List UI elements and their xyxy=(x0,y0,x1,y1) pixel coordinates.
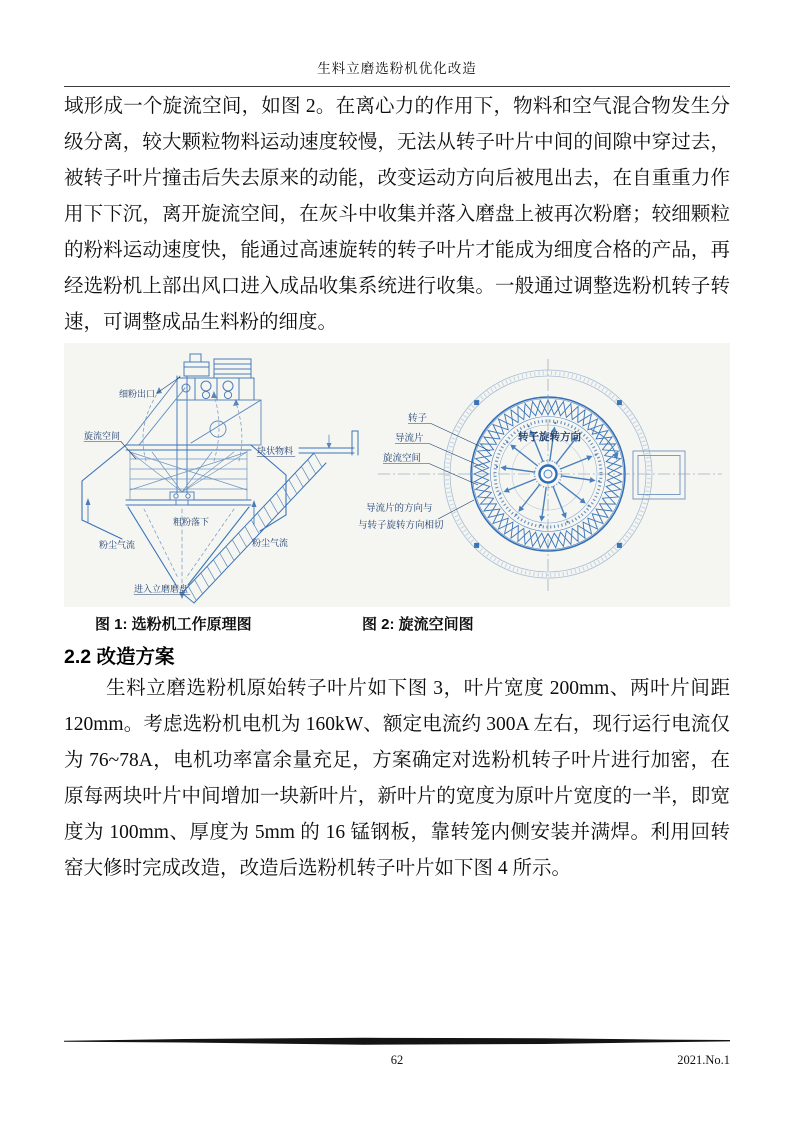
fig1-label-lump-material: 块状物料 xyxy=(257,446,294,456)
paragraph-1: 域形成一个旋流空间，如图 2。在离心力的作用下，物料和空气混合物发生分级分离，较大颗粒物料运动速度较慢，无法从转子叶片中间的间隙中穿过去，被转子叶片撞击后失去原来的动能，改变运动方向后被甩出去，在自重重力作用下下沉，离开旋流空间，在灰斗中收集并落入磨盘上被再次粉磨；较细颗粒的粉料运动速度快，能通过高速旋转的转子叶片才能成为细度合格的产品，再经选粉机上部出风口进入成品收集系统进行收集。一般通过调整选粉机转子转速，可调整成品生料粉的细度。 xyxy=(64,96,730,333)
footer-rule xyxy=(64,1037,730,1047)
figure-background xyxy=(64,343,730,607)
footer-tapered-line xyxy=(64,1038,730,1045)
fig2-label-rotation-direction: 转子旋转方向 xyxy=(518,431,581,443)
fig1-label-enter-mill-disc: 进入立磨磨盘 xyxy=(134,584,189,594)
footer-page-number: 62 xyxy=(390,1053,404,1067)
paragraph-2: 生料立磨选粉机原始转子叶片如下图 3，叶片宽度 200mm、两叶片间距 120mm。考虑选粉机电机为 160kW、额定电流约 300A 左右，现行运行电流仅为 76~78A，电机功率富余量充足，方案确定对选粉机转子叶片进行加密，在原每两块叶片中间增加一块新叶片，新叶片的宽度为原叶片宽度的一半，即宽度为 100mm、厚度为 5mm 的 16 锰钢板，靠转笼内侧安装并满焊。利用回转窑大修时完成改造，改造后选粉机转子叶片如下图 4 所示。 xyxy=(64,678,730,879)
figure2-caption: 图 2: 旋流空间图 xyxy=(362,616,474,633)
page-content xyxy=(64,0,730,887)
fig1-label-fine-powder-outlet: 细粉出口 xyxy=(119,389,156,399)
fig2-label-guide-vane: 导流片 xyxy=(395,433,424,444)
section-heading: 2.2 改造方案 xyxy=(64,646,175,668)
fig2-label-tangent-note-line1: 导流片的方向与 xyxy=(366,503,433,514)
figures-row xyxy=(64,343,730,609)
fig2-label-rotor: 转子 xyxy=(408,413,428,424)
figure1-caption: 图 1: 选粉机工作原理图 xyxy=(95,616,252,633)
fig1-label-coarse-powder-falls: 粗粉落下 xyxy=(173,517,210,527)
running-header xyxy=(64,57,730,87)
figures-svg xyxy=(64,343,730,609)
fig2-label-swirl-space: 旋流空间 xyxy=(383,453,422,464)
footer-issue-label: 2021.No.1 xyxy=(677,1053,730,1067)
page-footer xyxy=(64,1034,730,1071)
captions-row xyxy=(64,611,730,635)
footer-text-row xyxy=(64,1053,730,1071)
header-title: 生料立磨选粉机优化改造 xyxy=(317,61,477,76)
fig1-label-swirl-space: 旋流空间 xyxy=(84,431,121,441)
fig1-label-dust-airflow-left: 粉尘气流 xyxy=(99,540,136,550)
fig2-label-tangent-note-line2: 与转子旋转方向相切 xyxy=(358,520,444,531)
fig1-label-dust-airflow-right: 粉尘气流 xyxy=(252,538,289,548)
header-rule xyxy=(64,86,730,87)
